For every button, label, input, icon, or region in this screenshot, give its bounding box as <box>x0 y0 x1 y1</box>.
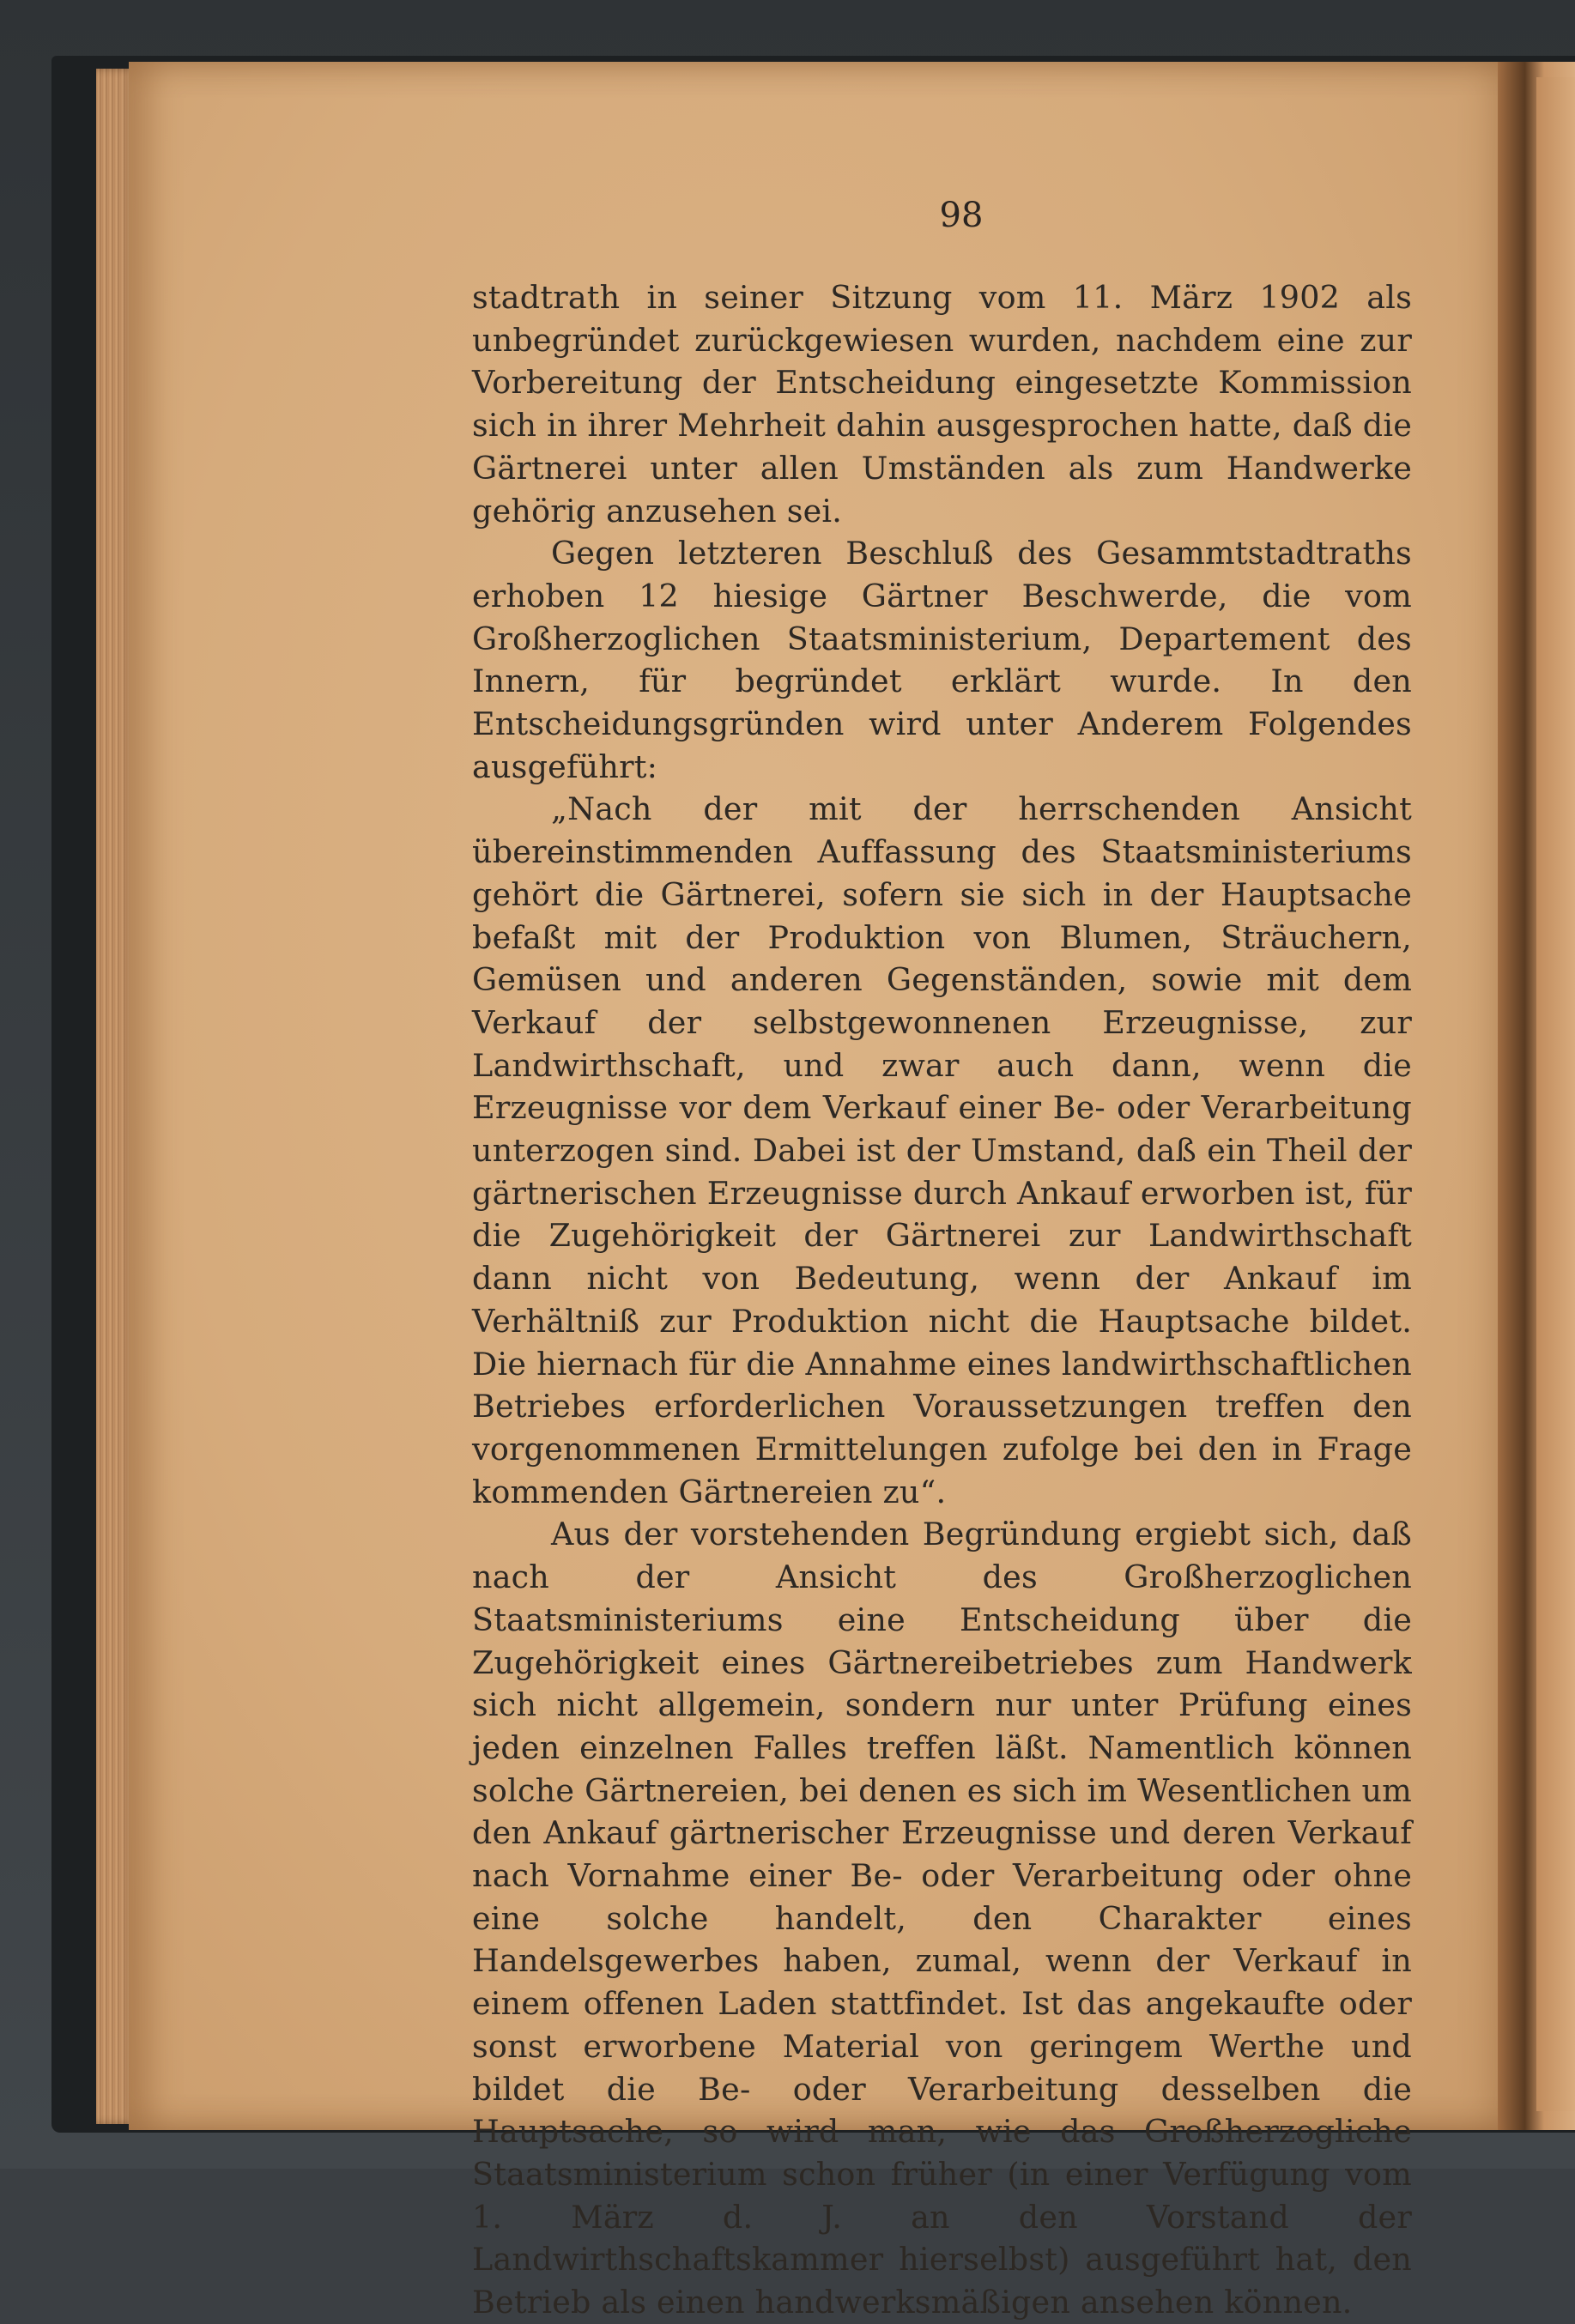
body-text <box>472 276 1412 2324</box>
paragraph-conclusion: Aus der vorstehenden Begründung ergiebt sich, daß nach der Ansicht des Großherzoglichen Staatsministeriums eine Entscheidung über die Zugehörigkeit eines Gärtnereibetriebes zum Handwerk sich nicht allgemein, sondern nur unter Prüfung eines jeden einzelnen Falles treffen läßt. Namentlich können solche Gärtnereien, bei denen es sich im Wesentlichen um den Ankauf gärtnerischer Erzeugnisse und deren Verkauf nach Vornahme einer Be- oder Verarbeitung oder ohne eine solche handelt, den Charakter eines Handelsgewerbes haben, zumal, wenn der Verkauf in einem offenen Laden stattfindet. Ist das angekaufte oder sonst erworbene Material von geringem Werthe und bildet die Be- oder Verarbeitung desselben die Hauptsache, so wird man, wie das Großherzogliche Staatsministerium schon früher (in einer Verfügung vom 1. März d. J. an den Vorstand der Landwirthschaftskammer hierselbst) ausgeführt hat, den Betrieb als einen handwerksmäßigen ansehen können. <box>472 1516 1412 2321</box>
facing-page-edge <box>1536 77 1575 2111</box>
page-number: 98 <box>939 196 984 235</box>
paragraph-beschluss: Gegen letzteren Beschluß des Gesammtstadtraths erhoben 12 hiesige Gärtner Beschwerde, die vom Großherzoglichen Staatsministerium, Departement des Innern, für begründet erklärt wurde. In den Entscheidungsgründen wird unter Anderem Folgendes ausgeführt: <box>472 535 1412 785</box>
paragraph-continuation: stadtrath in seiner Sitzung vom 11. März 1902 als unbegründet zurückgewiesen wurden, nachdem eine zur Vorbereitung der Entscheidung eingesetzte Kommission sich in ihrer Mehrheit dahin ausgesprochen hatte, daß die Gärtnerei unter allen Umständen als zum Handwerke gehörig anzusehen sei. <box>472 279 1412 530</box>
paragraph-quote: „Nach der mit der herrschenden Ansicht übereinstimmenden Auffassung des Staatsministeriums gehört die Gärtnerei, sofern sie sich in der Hauptsache befaßt mit der Produktion von Blumen, Sträuchern, Gemüsen und anderen Gegenständen, sowie mit dem Verkauf der selbstgewonnenen Erzeugnisse, zur Landwirthschaft, und zwar auch dann, wenn die Erzeugnisse vor dem Verkauf einer Be- oder Verarbeitung unterzogen sind. Dabei ist der Umstand, daß ein Theil der gärtnerischen Erzeugnisse durch Ankauf erworben ist, für die Zugehörigkeit der Gärtnerei zur Landwirthschaft dann nicht von Bedeutung, wenn der Ankauf im Verhältniß zur Produktion nicht die Hauptsache bildet. Die hiernach für die Annahme eines landwirthschaftlichen Betriebes erforderlichen Voraussetzungen treffen den vorgenommenen Ermittelungen zufolge bei den in Frage kommenden Gärtnereien zu“. <box>472 790 1412 1510</box>
